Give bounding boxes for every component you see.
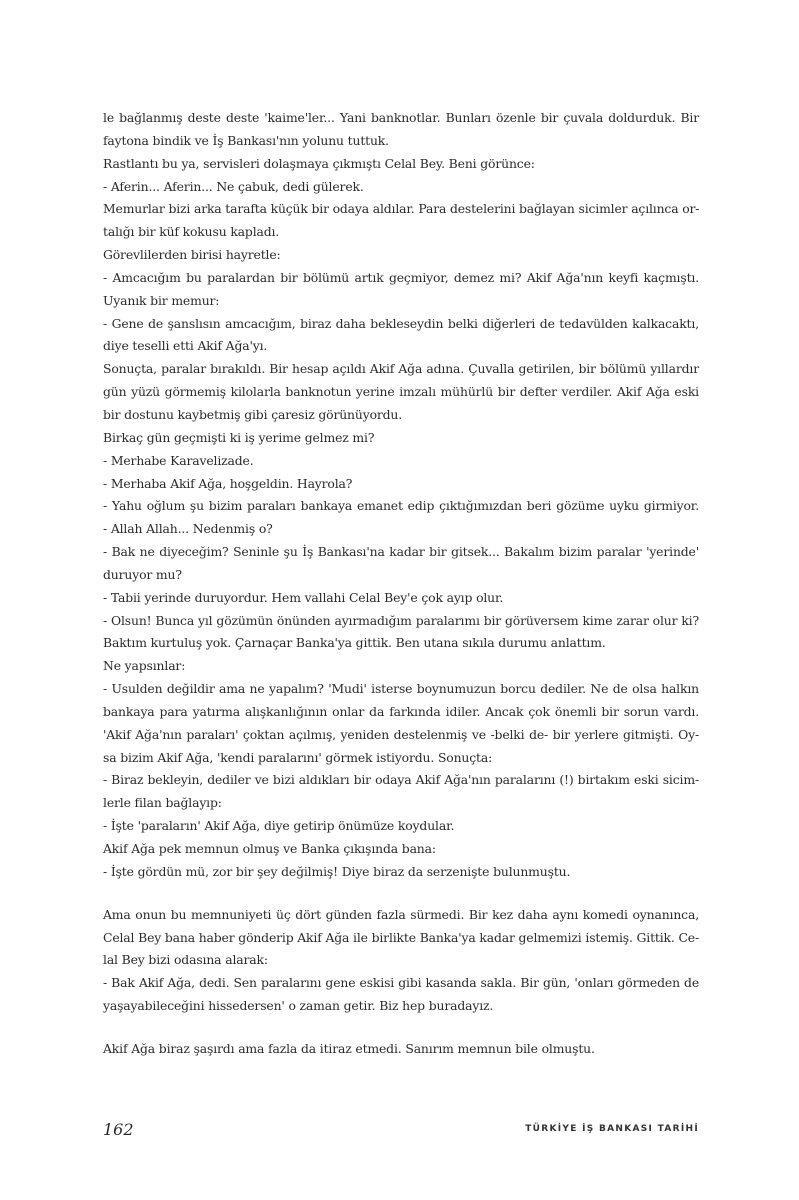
text-line: - Usulden değildir ama ne yapalım? 'Mudi' isterse boynumuzun borcu dediler. Ne de olsa halkın (103, 681, 699, 697)
text-line: duruyor mu? (103, 566, 182, 582)
text-line: - İşte gördün mü, zor bir şey değilmiş! Diye biraz da serzenişte bulunmuştu. (103, 863, 571, 879)
text-line: - Bak ne diyeceğim? Seninle şu İş Bankası'na kadar bir gitsek... Bakalım bizim paralar 'yerinde' (103, 544, 699, 560)
page-body (103, 107, 699, 1061)
text-line: - İşte 'paraların' Akif Ağa, diye getirip önümüze koydular. (103, 818, 455, 834)
text-line: lal Bey bizi odasına alarak: (103, 952, 268, 968)
text-line: talığı bir küf kokusu kapladı. (103, 224, 280, 240)
text-line: 'Akif Ağa'nın paraları' çoktan açılmış, yeniden destelenmiş ve -belki de- bir yerlere gitmişti. Oy- (103, 726, 699, 742)
text-line: - Tabii yerinde duruyordur. Hem vallahi Celal Bey'e çok ayıp olur. (103, 589, 504, 605)
paragraph-block-3 (103, 1038, 699, 1061)
text-line: bir dostunu kaybetmiş gibi çaresiz görünüyordu. (103, 406, 403, 422)
page-footer (103, 1120, 699, 1144)
text-line: Rastlantı bu ya, servisleri dolaşmaya çıkmıştı Celal Bey. Beni görünce: (103, 155, 535, 171)
text-line: Baktım kurtuluş yok. Çarnaçar Banka'ya gittik. Ben utana sıkıla durumu anlattım. (103, 635, 606, 651)
text-line: Ne yapsınlar: (103, 658, 186, 674)
text-line: Sonuçta, paralar bırakıldı. Bir hesap açıldı Akif Ağa adına. Çuvalla getirilen, bir bölümü yıllardır (103, 361, 699, 377)
text-line: - Olsun! Bunca yıl gözümün önünden ayırmadığım paralarımı bir görüversem kime zarar olur ki? (103, 612, 699, 628)
text-line: Uyanık bir memur: (103, 292, 220, 308)
paragraph-block-1 (103, 107, 699, 884)
text-line: Ama onun bu memnuniyeti üç dört günden fazla sürmedi. Bir kez daha aynı komedi oynanınca, (103, 906, 699, 922)
text-line: - Merhaba Akif Ağa, hoşgeldin. Hayrola? (103, 475, 353, 491)
text-line: - Biraz bekleyin, dediler ve bizi aldıkları bir odaya Akif Ağa'nın paralarını (!) birtakım eski sicim- (103, 772, 699, 788)
text-line: Birkaç gün geçmişti ki iş yerime gelmez mi? (103, 429, 375, 445)
text-line: bankaya para yatırma alışkanlığının onlar da farkında idiler. Ancak çok önemli bir sorun vardı. (103, 703, 699, 719)
text-line: - Yahu oğlum şu bizim paraları bankaya emanet edip çıktığımızdan beri gözüme uyku girmiyor. (103, 498, 699, 514)
text-line: gün yüzü görmemiş kilolarla banknotun yerine imzalı mühürlü bir defter verdiler. Akif Ağa eski (103, 384, 699, 400)
text-line: - Gene de şanslısın amcacığım, biraz daha bekleseydin belki diğerleri de tedavülden kalkacaktı, (103, 315, 699, 331)
text-line: yaşayabileceğini hissedersen' o zaman getir. Biz hep buradayız. (103, 998, 494, 1014)
running-title: TÜRKİYE İŞ BANKASI TARİHİ (525, 1124, 699, 1134)
text-line: Celal Bey bana haber gönderip Akif Ağa ile birlikte Banka'ya kadar gelmemizi istemiş. Gittik. Ce- (103, 929, 699, 945)
text-line: - Amcacığım bu paralardan bir bölümü artık geçmiyor, demez mi? Akif Ağa'nın keyfi kaçmıştı. (103, 269, 699, 285)
text-line: Memurlar bizi arka tarafta küçük bir odaya aldılar. Para destelerini bağlayan sicimler açılınca or- (103, 201, 700, 217)
paragraph-gap (103, 884, 699, 904)
text-line: faytona bindik ve İş Bankası'nın yolunu tuttuk. (103, 132, 389, 148)
text-line: Akif Ağa pek memnun olmuş ve Banka çıkışında bana: (103, 841, 436, 856)
text-line: - Allah Allah... Nedenmiş o? (103, 521, 273, 537)
page-number: 162 (103, 1120, 134, 1139)
paragraph-block-2 (103, 904, 699, 1018)
text-line: Görevlilerden birisi hayretle: (103, 247, 281, 263)
text-line: le bağlanmış deste deste 'kaime'ler... Yani banknotlar. Bunları özenle bir çuvala doldurduk. Bir (103, 110, 699, 125)
text-line: - Bak Akif Ağa, dedi. Sen paralarını gene eskisi gibi kasanda sakla. Bir gün, 'onları görmeden de (103, 975, 699, 991)
paragraph-gap (103, 1018, 699, 1038)
text-line: lerle filan bağlayıp: (103, 795, 222, 811)
text-line: sa bizim Akif Ağa, 'kendi paralarını' görmek istiyordu. Sonuçta: (103, 749, 493, 765)
text-line: - Aferin... Aferin... Ne çabuk, dedi gülerek. (103, 178, 364, 194)
text-line: diye teselli etti Akif Ağa'yı. (103, 338, 268, 354)
text-line: - Merhabe Karavelizade. (103, 452, 254, 468)
text-line: Akif Ağa biraz şaşırdı ama fazla da itiraz etmedi. Sanırım memnun bile olmuştu. (103, 1040, 595, 1056)
